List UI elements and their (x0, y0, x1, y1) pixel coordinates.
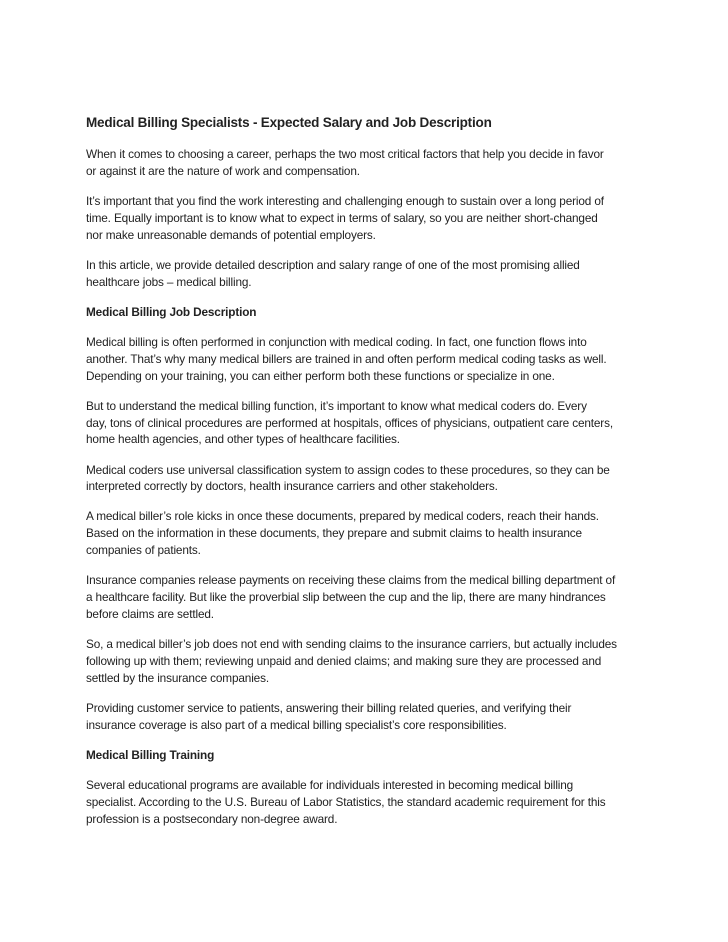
text-line: before claims are settled. (86, 606, 214, 621)
document-page (86, 114, 666, 841)
paragraph (86, 508, 666, 558)
text-line: Providing customer service to patients, answering their billing related queries, and verifying their (86, 700, 572, 715)
text-line: healthcare jobs – medical billing. (86, 274, 252, 289)
text-line: nor make unreasonable demands of potential employers. (86, 227, 376, 242)
text-line: profession is a postsecondary non-degree award. (86, 811, 338, 826)
document-title: Medical Billing Specialists - Expected Salary and Job Description (86, 115, 492, 130)
text-line: specialist. According to the U.S. Bureau of Labor Statistics, the standard academic requirement for this (86, 794, 606, 809)
text-line: insurance coverage is also part of a medical billing specialist’s core responsibilities. (86, 717, 507, 732)
text-line: So, a medical biller’s job does not end with sending claims to the insurance carriers, but actually includes (86, 637, 617, 652)
text-line: time. Equally important is to know what to expect in terms of salary, so you are neither short-changed (86, 210, 598, 225)
text-line: a healthcare facility. But like the proverbial slip between the cup and the lip, there are many hindrances (86, 590, 606, 605)
paragraph (86, 572, 666, 622)
text-line: When it comes to choosing a career, perhaps the two most critical factors that help you decide in favor (86, 147, 604, 161)
paragraph (86, 398, 666, 448)
paragraph (86, 146, 666, 180)
text-line: following up with them; reviewing unpaid and denied claims; and making sure they are processed and (86, 653, 602, 668)
text-line: interpreted correctly by doctors, health insurance carriers and other stakeholders. (86, 479, 498, 494)
text-line: In this article, we provide detailed description and salary range of one of the most promising allied (86, 257, 580, 272)
paragraph (86, 700, 666, 734)
text-line: companies of patients. (86, 543, 201, 558)
text-line: It’s important that you find the work interesting and challenging enough to sustain over a long period of (86, 193, 604, 208)
paragraph (86, 334, 666, 384)
paragraph (86, 462, 666, 496)
text-line: or against it are the nature of work and compensation. (86, 163, 360, 178)
text-line: settled by the insurance companies. (86, 670, 269, 685)
text-line: Insurance companies release payments on receiving these claims from the medical billing department of (86, 573, 616, 588)
text-line: Medical billing is often performed in conjunction with medical coding. In fact, one function flows into (86, 334, 587, 349)
document-body (86, 146, 666, 827)
section-heading (86, 304, 666, 321)
paragraph (86, 777, 666, 827)
text-line: home health agencies, and other types of healthcare facilities. (86, 432, 400, 447)
text-line: Several educational programs are available for individuals interested in becoming medical billing (86, 778, 574, 792)
section-heading (86, 747, 666, 764)
text-line: Medical Billing Training (86, 747, 215, 762)
text-line: Depending on your training, you can either perform both these functions or specialize in one. (86, 368, 555, 383)
text-line: Based on the information in these documents, they prepare and submit claims to health insurance (86, 526, 582, 541)
text-line: another. That’s why many medical billers are trained in and often perform medical coding tasks as well. (86, 351, 607, 366)
paragraph (86, 257, 666, 291)
paragraph (86, 636, 666, 686)
text-line: Medical Billing Job Description (86, 304, 257, 319)
paragraph (86, 193, 666, 243)
text-line: A medical biller’s role kicks in once these documents, prepared by medical coders, reach their hands. (86, 509, 599, 524)
text-line: day, tons of clinical procedures are performed at hospitals, offices of physicians, outpatient care centers, (86, 415, 613, 430)
text-line: Medical coders use universal classification system to assign codes to these procedures, so they can be (86, 462, 610, 477)
text-line: But to understand the medical billing function, it’s important to know what medical coders do. Every (86, 398, 587, 413)
